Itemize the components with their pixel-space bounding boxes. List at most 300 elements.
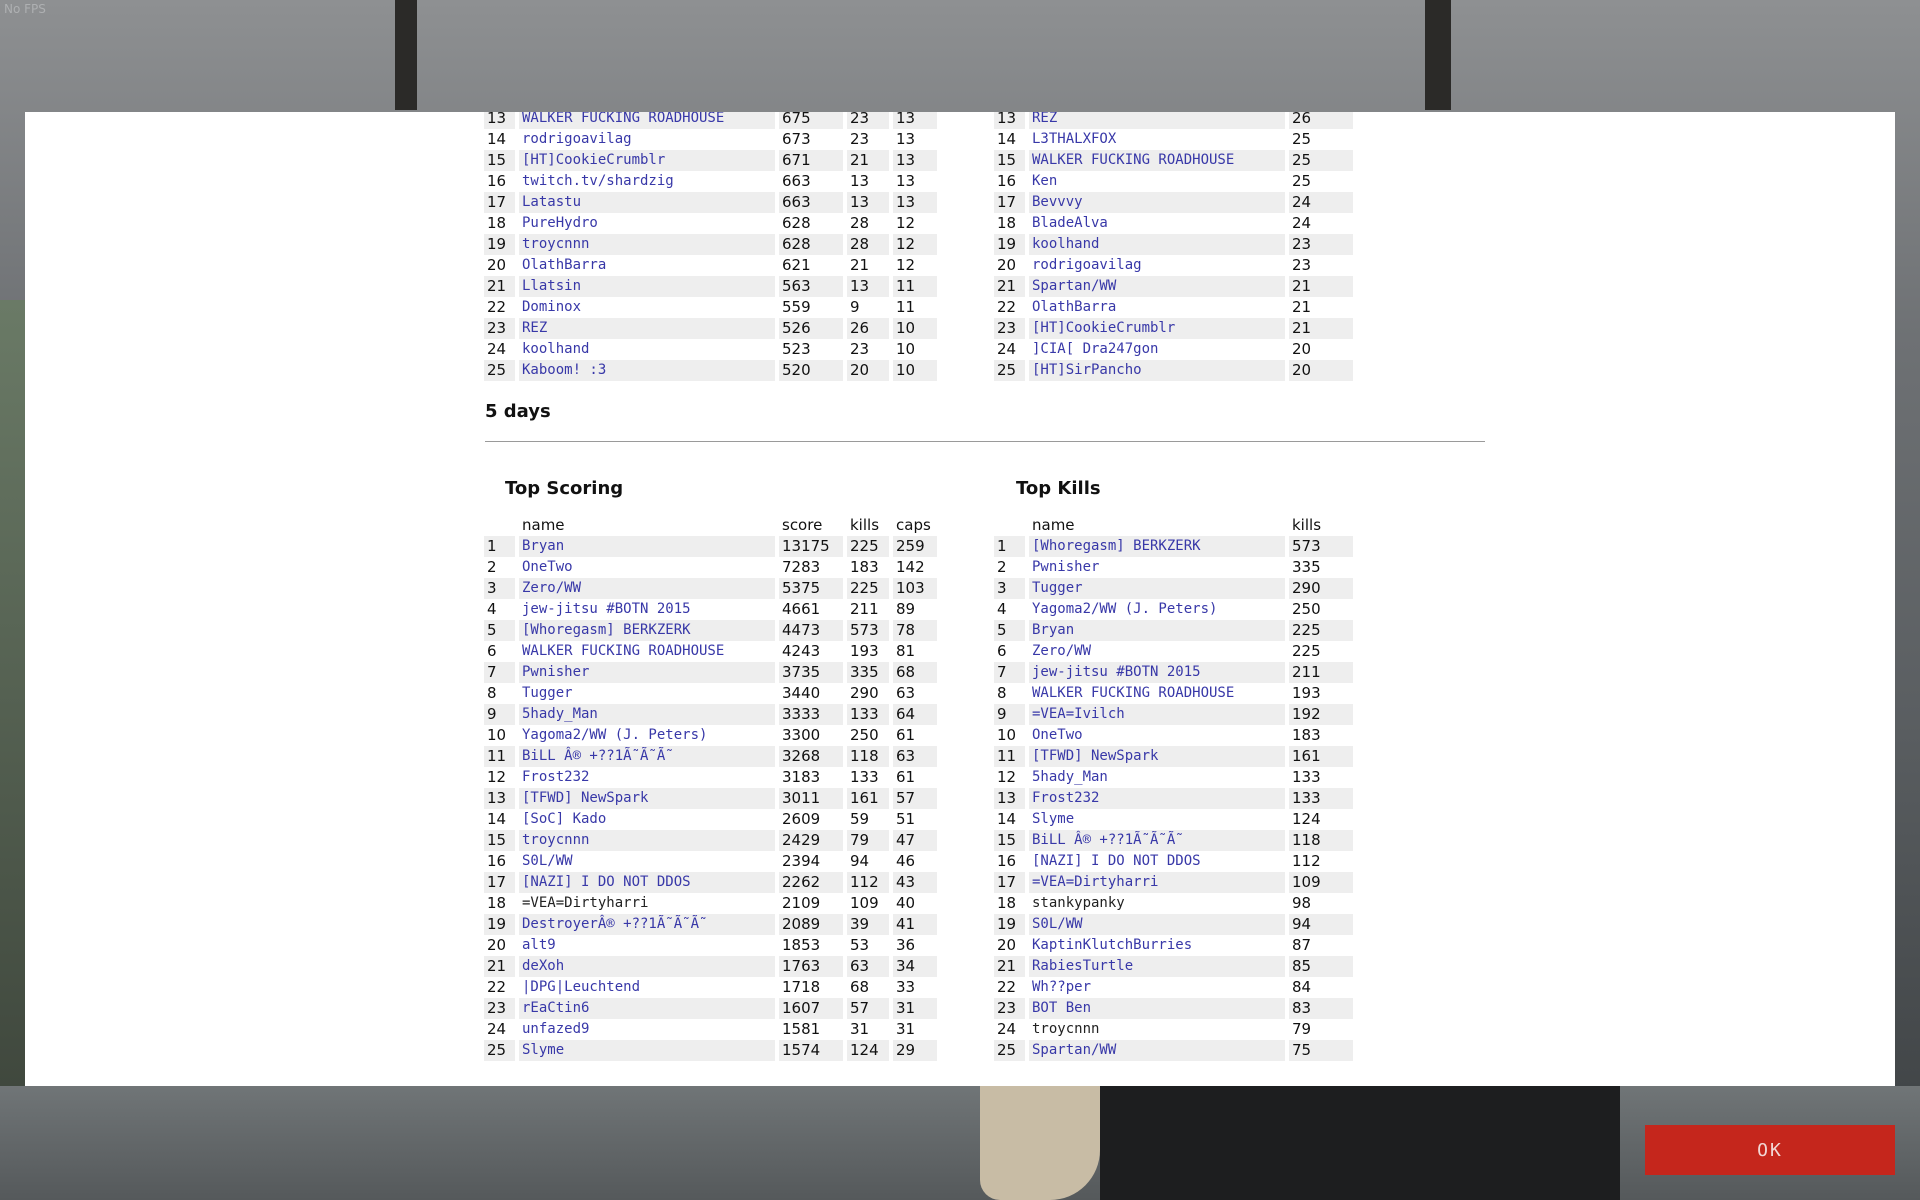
rank-cell: 15 — [484, 150, 515, 171]
table-row — [994, 213, 1353, 234]
player-name-link[interactable]: rodrigoavilag — [1032, 257, 1142, 273]
player-name-link[interactable]: unfazed9 — [522, 1021, 590, 1037]
player-name-link[interactable]: OlathBarra — [1032, 299, 1117, 315]
rank-cell: 23 — [484, 318, 515, 339]
player-name-link[interactable]: Pwnisher — [1032, 559, 1100, 575]
table-row — [484, 276, 937, 297]
kills-cell: 161 — [1289, 746, 1353, 767]
rank-cell: 20 — [487, 936, 507, 954]
player-name-link[interactable]: [Whoregasm] BERKZERK — [1029, 536, 1285, 557]
rank-cell: 6 — [487, 642, 497, 660]
kills-cell: 26 — [1289, 112, 1353, 129]
player-name-link[interactable]: BiLL Â® +??1Ã˜Ã˜Ã˜ — [1029, 830, 1285, 851]
kills-cell: 39 — [847, 914, 889, 935]
player-name-link[interactable]: Yagoma2/WW (J. Peters) — [1032, 601, 1218, 617]
rank-cell: 14 — [487, 130, 507, 148]
score-cell: 4661 — [782, 600, 821, 618]
kills-cell: 211 — [1289, 662, 1353, 683]
player-name-link[interactable]: Frost232 — [1029, 788, 1285, 809]
kills-cell: 335 — [1292, 558, 1321, 576]
caps-cell: 10 — [893, 318, 937, 339]
top-scoring-title: Top Scoring — [505, 478, 624, 499]
table-row — [484, 234, 937, 255]
player-name-link[interactable]: Bryan — [519, 536, 775, 557]
player-name-link[interactable]: REZ — [519, 318, 775, 339]
caps-cell: 46 — [896, 852, 916, 870]
player-name-link[interactable]: KaptinKlutchBurries — [1032, 937, 1193, 953]
kills-cell: 94 — [1289, 914, 1353, 935]
player-name-link[interactable]: OneTwo — [522, 559, 573, 575]
rank-cell: 18 — [487, 214, 507, 232]
kills-cell: 225 — [847, 578, 889, 599]
col-score: score — [782, 516, 823, 534]
kills-cell: 290 — [850, 684, 879, 702]
player-name-link[interactable]: [NAZI] I DO NOT DDOS — [1032, 853, 1201, 869]
kills-cell: 225 — [1289, 620, 1353, 641]
col-name: name — [1032, 516, 1075, 534]
score-cell: 2262 — [779, 872, 843, 893]
kills-cell: 183 — [1292, 726, 1321, 744]
player-name-link[interactable]: Llatsin — [519, 276, 775, 297]
rank-cell: 24 — [487, 340, 507, 358]
kills-cell: 133 — [1289, 788, 1353, 809]
rank-cell: 3 — [994, 578, 1025, 599]
rank-cell: 11 — [484, 746, 515, 767]
player-name-link[interactable]: Bryan — [1029, 620, 1285, 641]
table-row — [484, 1019, 937, 1040]
player-name-link[interactable]: Slyme — [519, 1040, 775, 1061]
player-name-link[interactable]: koolhand — [1029, 234, 1285, 255]
player-name-link[interactable]: Bevvvy — [1029, 192, 1285, 213]
kills-cell: 183 — [850, 558, 879, 576]
rank-cell: 21 — [994, 276, 1025, 297]
score-cell: 526 — [779, 318, 843, 339]
kills-cell: 573 — [1289, 536, 1353, 557]
table-row — [484, 935, 937, 956]
rank-cell: 14 — [997, 810, 1017, 828]
player-name-link[interactable]: 5hady_Man — [519, 704, 775, 725]
player-name-link[interactable]: rodrigoavilag — [522, 131, 632, 147]
table-row — [994, 893, 1353, 914]
rank-cell: 10 — [487, 726, 507, 744]
caps-cell: 29 — [893, 1040, 937, 1061]
table-row — [484, 809, 937, 830]
col-name: name — [522, 516, 565, 534]
kills-cell: 94 — [850, 852, 870, 870]
player-name-link[interactable]: Tugger — [522, 685, 573, 701]
top-kills-table — [990, 515, 1357, 1061]
player-name-link[interactable]: ]CIA[ Dra247gon — [1032, 341, 1159, 357]
caps-cell: 12 — [893, 234, 937, 255]
rank-cell: 9 — [994, 704, 1025, 725]
rank-cell: 21 — [484, 276, 515, 297]
kills-cell: 23 — [1292, 256, 1312, 274]
player-name-link[interactable]: koolhand — [522, 341, 590, 357]
score-cell: 5375 — [779, 578, 843, 599]
kills-cell: 57 — [847, 998, 889, 1019]
table-row — [994, 1040, 1353, 1061]
player-name-link[interactable]: BiLL Â® +??1Ã˜Ã˜Ã˜ — [519, 746, 775, 767]
kills-cell: 59 — [850, 810, 870, 828]
rank-cell: 25 — [994, 1040, 1025, 1061]
caps-cell: 63 — [893, 746, 937, 767]
rank-cell: 10 — [997, 726, 1017, 744]
score-cell: 3333 — [779, 704, 843, 725]
table-row — [484, 112, 937, 129]
table-row — [994, 809, 1353, 830]
player-name-link[interactable]: [Whoregasm] BERKZERK — [519, 620, 775, 641]
score-cell: 13175 — [779, 536, 843, 557]
table-row — [994, 171, 1353, 192]
player-name-link[interactable]: Spartan/WW — [1029, 276, 1285, 297]
player-name-link[interactable]: S0L/WW — [1029, 914, 1285, 935]
kills-cell: 23 — [1289, 234, 1353, 255]
caps-cell: 13 — [896, 130, 916, 148]
caps-cell: 63 — [896, 684, 916, 702]
table-header-row — [484, 515, 937, 536]
table-row — [484, 339, 937, 360]
player-name-link[interactable]: Pwnisher — [519, 662, 775, 683]
table-row — [484, 360, 937, 381]
score-cell: 1581 — [782, 1020, 821, 1038]
score-cell: 4473 — [779, 620, 843, 641]
rank-cell: 17 — [994, 872, 1025, 893]
player-name-link[interactable]: 5hady_Man — [1032, 769, 1108, 785]
kills-cell: 24 — [1292, 214, 1312, 232]
player-name-link[interactable]: PureHydro — [522, 215, 598, 231]
table-row — [484, 830, 937, 851]
table-row — [994, 830, 1353, 851]
tree-silhouette — [1425, 0, 1451, 110]
table-row — [994, 536, 1353, 557]
rank-cell: 7 — [994, 662, 1025, 683]
rank-cell: 13 — [994, 112, 1025, 129]
player-name-link[interactable]: troycnnn — [519, 830, 775, 851]
kills-cell: 21 — [1292, 298, 1312, 316]
score-cell: 673 — [782, 130, 811, 148]
rank-cell: 18 — [487, 894, 507, 912]
score-cell: 621 — [782, 256, 811, 274]
score-cell: 1607 — [779, 998, 843, 1019]
rank-cell: 8 — [997, 684, 1007, 702]
caps-cell: 68 — [893, 662, 937, 683]
rank-cell: 22 — [487, 298, 507, 316]
player-name-link[interactable]: Tugger — [1029, 578, 1285, 599]
kills-cell: 20 — [1289, 360, 1353, 381]
caps-cell: 10 — [896, 340, 916, 358]
table-row — [484, 788, 937, 809]
table-row — [484, 956, 937, 977]
ok-button[interactable]: OK — [1645, 1125, 1895, 1175]
table-row — [484, 725, 937, 746]
caps-cell: 89 — [896, 600, 916, 618]
table-row — [484, 620, 937, 641]
kills-cell: 63 — [847, 956, 889, 977]
rank-cell: 19 — [994, 914, 1025, 935]
rank-cell: 25 — [484, 360, 515, 381]
player-name-link[interactable]: [NAZI] I DO NOT DDOS — [519, 872, 775, 893]
score-cell: 3268 — [779, 746, 843, 767]
kills-cell: 23 — [850, 340, 870, 358]
player-name-link[interactable]: Slyme — [1032, 811, 1075, 827]
table-row — [994, 935, 1353, 956]
player-name-link[interactable]: jew-jitsu #BOTN 2015 — [1029, 662, 1285, 683]
score-cell: 2109 — [782, 894, 821, 912]
rank-cell: 5 — [994, 620, 1025, 641]
kills-cell: 53 — [850, 936, 870, 954]
kills-cell: 112 — [847, 872, 889, 893]
rank-cell: 17 — [484, 872, 515, 893]
player-name-link[interactable]: Yagoma2/WW (J. Peters) — [522, 727, 708, 743]
player-name-link[interactable]: Ken — [1032, 173, 1058, 189]
table-row — [484, 872, 937, 893]
kills-cell: 290 — [1289, 578, 1353, 599]
kills-cell: 109 — [850, 894, 879, 912]
caps-cell: 40 — [896, 894, 916, 912]
table-row — [484, 599, 937, 620]
rank-cell: 15 — [994, 150, 1025, 171]
rank-cell: 13 — [994, 788, 1025, 809]
caps-cell: 142 — [896, 558, 925, 576]
table-row — [484, 213, 937, 234]
caps-cell: 57 — [893, 788, 937, 809]
score-cell: 523 — [782, 340, 811, 358]
kills-cell: 193 — [1292, 684, 1321, 702]
col-rank — [484, 515, 515, 536]
player-name-link: troycnnn — [1032, 1021, 1100, 1037]
rank-cell: 16 — [997, 852, 1017, 870]
kills-cell: 23 — [847, 112, 889, 129]
rank-cell: 5 — [484, 620, 515, 641]
player-name-link[interactable]: BladeAlva — [1032, 215, 1108, 231]
table-row — [484, 683, 937, 704]
score-cell: 4243 — [782, 642, 821, 660]
col-caps: caps — [896, 516, 931, 534]
caps-cell: 13 — [893, 112, 937, 129]
kills-cell: 211 — [850, 600, 879, 618]
player-name-link[interactable]: WALKER FUCKING ROADHOUSE — [522, 643, 725, 659]
kills-cell: 31 — [850, 1020, 870, 1038]
rank-cell: 4 — [997, 600, 1007, 618]
rank-cell: 6 — [997, 642, 1007, 660]
score-cell: 563 — [779, 276, 843, 297]
kills-cell: 13 — [850, 172, 870, 190]
stats-panel[interactable] — [25, 112, 1895, 1086]
table-row — [994, 956, 1353, 977]
kills-cell: 109 — [1289, 872, 1353, 893]
rank-cell: 13 — [484, 788, 515, 809]
rank-cell: 13 — [484, 112, 515, 129]
table-row — [994, 297, 1353, 318]
section-heading: 5 days — [485, 401, 551, 422]
player-name-link[interactable]: REZ — [1029, 112, 1285, 129]
rank-cell: 23 — [994, 998, 1025, 1019]
kills-cell: 25 — [1292, 172, 1312, 190]
table-row — [994, 998, 1353, 1019]
player-name-link[interactable]: Zero/WW — [519, 578, 775, 599]
table-row — [994, 112, 1353, 129]
rank-cell: 19 — [484, 234, 515, 255]
rank-cell: 20 — [487, 256, 507, 274]
kills-cell: 87 — [1292, 936, 1312, 954]
score-cell: 628 — [779, 234, 843, 255]
table-row — [994, 192, 1353, 213]
kills-cell: 133 — [850, 768, 879, 786]
player-name-link[interactable]: S0L/WW — [522, 853, 573, 869]
table-row — [484, 977, 937, 998]
caps-cell: 13 — [893, 192, 937, 213]
player-name-link[interactable]: [TFWD] NewSpark — [519, 788, 775, 809]
fps-label: No FPS — [4, 2, 46, 16]
player-name-link[interactable]: [SoC] Kado — [522, 811, 607, 827]
player-name-link[interactable]: WALKER FUCKING ROADHOUSE — [1032, 685, 1235, 701]
kills-cell: 28 — [847, 234, 889, 255]
score-cell: 2609 — [782, 810, 821, 828]
player-name-link[interactable]: Frost232 — [522, 769, 590, 785]
table-row — [994, 704, 1353, 725]
col-rank — [994, 515, 1025, 536]
rank-cell: 24 — [997, 1020, 1017, 1038]
player-name-link[interactable]: L3THALXFOX — [1032, 131, 1117, 147]
rank-cell: 23 — [484, 998, 515, 1019]
player-name-link[interactable]: twitch.tv/shardzig — [522, 173, 674, 189]
caps-cell: 81 — [896, 642, 916, 660]
table-row — [484, 150, 937, 171]
rank-cell: 22 — [997, 298, 1017, 316]
player-name-link[interactable]: OlathBarra — [522, 257, 607, 273]
kills-cell: 85 — [1289, 956, 1353, 977]
player-name-link[interactable]: Zero/WW — [1032, 643, 1092, 659]
table-row — [994, 129, 1353, 150]
rank-cell: 2 — [487, 558, 497, 576]
player-name-link[interactable]: =VEA=Ivilch — [1029, 704, 1285, 725]
player-name-link[interactable]: RabiesTurtle — [1029, 956, 1285, 977]
rank-cell: 1 — [994, 536, 1025, 557]
player-name-link[interactable]: WALKER FUCKING ROADHOUSE — [519, 112, 775, 129]
table-row — [484, 767, 937, 788]
player-name-link[interactable]: DestroyerÂ® +??1Ã˜Ã˜Ã˜ — [519, 914, 775, 935]
rank-cell: 19 — [484, 914, 515, 935]
table-row — [484, 641, 937, 662]
player-name-link[interactable]: alt9 — [522, 937, 556, 953]
player-name-link[interactable]: Kaboom! :3 — [519, 360, 775, 381]
rank-cell: 22 — [487, 978, 507, 996]
table-row — [994, 1019, 1353, 1040]
caps-cell: 12 — [896, 256, 916, 274]
score-cell: 1853 — [782, 936, 821, 954]
kills-cell: 26 — [847, 318, 889, 339]
score-cell: 3183 — [782, 768, 821, 786]
caps-cell: 78 — [893, 620, 937, 641]
player-name-link[interactable]: BOT Ben — [1029, 998, 1285, 1019]
table-row — [484, 129, 937, 150]
player-name-link[interactable]: [HT]SirPancho — [1029, 360, 1285, 381]
top-scoring-table — [480, 515, 941, 1061]
rank-cell: 3 — [484, 578, 515, 599]
table-row — [484, 851, 937, 872]
kills-cell: 133 — [847, 704, 889, 725]
kills-cell: 161 — [847, 788, 889, 809]
rank-cell: 24 — [997, 340, 1017, 358]
prev-top-kills-table — [990, 112, 1357, 381]
rank-cell: 9 — [484, 704, 515, 725]
score-cell: 675 — [779, 112, 843, 129]
caps-cell: 12 — [896, 214, 916, 232]
table-row — [994, 255, 1353, 276]
rank-cell: 21 — [484, 956, 515, 977]
rank-cell: 12 — [997, 768, 1017, 786]
kills-cell: 225 — [847, 536, 889, 557]
score-cell: 1763 — [779, 956, 843, 977]
kills-cell: 21 — [847, 150, 889, 171]
kills-cell: 573 — [847, 620, 889, 641]
caps-cell: 10 — [893, 360, 937, 381]
kills-cell: 225 — [1292, 642, 1321, 660]
player-name-link[interactable]: [HT]CookieCrumblr — [1029, 318, 1285, 339]
caps-cell: 11 — [896, 298, 916, 316]
section-divider — [485, 441, 1485, 442]
table-row — [994, 851, 1353, 872]
player-name-link[interactable]: rEaCtin6 — [519, 998, 775, 1019]
player-name-link[interactable]: Latastu — [519, 192, 775, 213]
caps-cell: 13 — [896, 172, 916, 190]
table-row — [994, 914, 1353, 935]
kills-cell: 13 — [847, 192, 889, 213]
rank-cell: 8 — [487, 684, 497, 702]
player-name-link[interactable]: |DPG|Leuchtend — [522, 979, 641, 995]
player-name-link[interactable]: troycnnn — [519, 234, 775, 255]
score-cell: 520 — [779, 360, 843, 381]
player-name-link[interactable]: Spartan/WW — [1029, 1040, 1285, 1061]
kills-cell: 335 — [847, 662, 889, 683]
rank-cell: 19 — [994, 234, 1025, 255]
table-row — [484, 746, 937, 767]
col-kills: kills — [1292, 516, 1322, 534]
kills-cell: 9 — [850, 298, 860, 316]
rank-cell: 24 — [487, 1020, 507, 1038]
kills-cell: 133 — [1292, 768, 1321, 786]
player-name-link[interactable]: OneTwo — [1032, 727, 1083, 743]
player-name-link[interactable]: jew-jitsu #BOTN 2015 — [522, 601, 691, 617]
player-name-link[interactable]: Dominox — [522, 299, 582, 315]
player-name-link[interactable]: WALKER FUCKING ROADHOUSE — [1029, 150, 1285, 171]
player-name-link[interactable]: =VEA=Dirtyharri — [1029, 872, 1285, 893]
table-row — [994, 150, 1353, 171]
kills-cell: 25 — [1289, 150, 1353, 171]
player-name-link[interactable]: Wh??per — [1032, 979, 1092, 995]
table-row — [994, 557, 1353, 578]
player-name-link[interactable]: [TFWD] NewSpark — [1029, 746, 1285, 767]
table-row — [484, 297, 937, 318]
caps-cell: 259 — [893, 536, 937, 557]
score-cell: 2394 — [782, 852, 821, 870]
table-row — [484, 578, 937, 599]
player-name-link[interactable]: [HT]CookieCrumblr — [519, 150, 775, 171]
kills-cell: 124 — [1292, 810, 1321, 828]
player-name-link[interactable]: deXoh — [519, 956, 775, 977]
table-row — [994, 683, 1353, 704]
player-glove — [980, 1086, 1100, 1200]
caps-cell: 47 — [893, 830, 937, 851]
table-row — [484, 192, 937, 213]
table-row — [994, 872, 1353, 893]
kills-cell: 21 — [1289, 318, 1353, 339]
kills-cell: 13 — [847, 276, 889, 297]
score-cell: 559 — [782, 298, 811, 316]
kills-cell: 124 — [847, 1040, 889, 1061]
rank-cell: 20 — [997, 256, 1017, 274]
rank-cell: 17 — [994, 192, 1025, 213]
